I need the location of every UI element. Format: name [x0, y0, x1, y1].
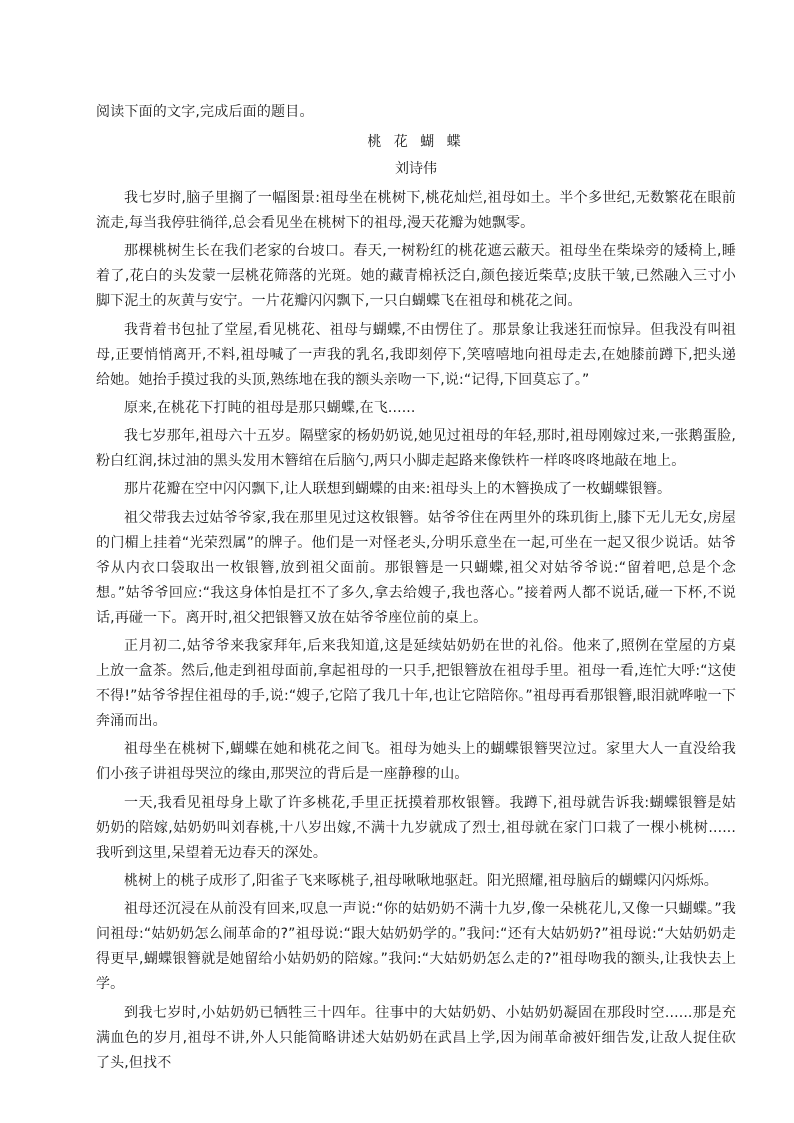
paragraph: 祖母还沉浸在从前没有回来,叹息一声说:“你的姑奶奶不满十九岁,像一朵桃花儿,又像一只蝴蝶。”我问祖母:“姑奶奶怎么闹革命的?”祖母说:“跟大姑奶奶学的。”我问:“还有大姑奶奶?”祖母说:“大姑奶奶走得更早,蝴蝶银簪就是她留给小姑奶奶的陪嫁。”我问:“大姑奶奶怎么走的?”祖母吻我的额头,让我快去上学。 [96, 901, 736, 993]
paragraph: 到我七岁时,小姑奶奶已牺牲三十四年。往事中的大姑奶奶、小姑奶奶凝固在那段时空......那是充满血色的岁月,祖母不讲,外人只能简略讲述大姑奶奶在武昌上学,因为闹革命被奸细告发,让敌人捉住砍了头,但找不 [96, 1004, 736, 1071]
paragraph: 一天,我看见祖母身上歇了许多桃花,手里正抚摸着那枚银簪。我蹲下,祖母就告诉我:蝴蝶银簪是姑奶奶的陪嫁,姑奶奶叫刘春桃,十八岁出嫁,不满十九岁就成了烈士,祖母就在家门口栽了一棵小桃树......我听到这里,呆望着无边春天的深处。 [96, 794, 736, 861]
article-title: 桃 花 蝴 蝶 [367, 134, 465, 150]
article-author: 刘诗伟 [395, 161, 437, 177]
paragraph: 我七岁那年,祖母六十五岁。隔壁家的杨奶奶说,她见过祖母的年轻,那时,祖母刚嫁过来,一张鹅蛋脸,粉白红润,抹过油的黑头发用木簪绾在后脑勺,两只小脚走起路来像铁杵一样咚咚咚地敲在地上。 [96, 428, 736, 470]
paragraph: 正月初二,姑爷爷来我家拜年,后来我知道,这是延续姑奶奶在世的礼俗。他来了,照例在堂屋的方桌上放一盒茶。然后,他走到祖母面前,拿起祖母的一只手,把银簪放在祖母手里。祖母一看,连忙大呼:“这使不得!”姑爷爷捏住祖母的手,说:“嫂子,它陪了我几十年,也让它陪陪你。”祖母再看那银簪,眼泪就哗啦一下奔涌而出。 [96, 638, 736, 730]
instruction-text: 阅读下面的文字,完成后面的题目。 [96, 104, 314, 120]
paragraph: 我背着书包扯了堂屋,看见桃花、祖母与蝴蝶,不由愣住了。那景象让我迷狂而惊异。但我没有叫祖母,正要悄悄离开,不料,祖母喊了一声我的乳名,我即刻停下,笑嘻嘻地向祖母走去,在她膝前蹲下,把头递给她。她抬手摸过我的头顶,熟练地在我的额头亲吻一下,说:“记得,下回莫忘了。” [96, 321, 736, 388]
paragraph: 那棵桃树生长在我们老家的台坡口。春天,一树粉红的桃花遮云蔽天。祖母坐在柴垛旁的矮椅上,睡着了,花白的头发蒙一层桃花筛落的光斑。她的藏青棉袄泛白,颜色接近柴草;皮肤干皱,已然融入三寸小脚下泥土的灰黄与安宁。一片花瓣闪闪飘下,一只白蝴蝶飞在祖母和桃花之间。 [96, 243, 736, 310]
article-body [96, 186, 736, 1076]
paragraph: 祖父带我去过姑爷爷家,我在那里见过这枚银簪。姑爷爷住在两里外的珠玑街上,膝下无儿无女,房屋的门楣上挂着“光荣烈属”的牌子。他们是一对怪老头,分明乐意坐在一起,可坐在一起又很少说话。姑爷爷从内衣口袋取出一枚银簪,放到祖父面前。那银簪是一只蝴蝶,祖父对姑爷爷说:“留着吧,总是个念想。”姑爷爷回应:“我这身体怕是扛不了多久,拿去给嫂子,我也落心。”接着两人都不说话,碰一下杯,不说话,再碰一下。离开时,祖父把银簪又放在姑爷爷座位前的桌上。 [96, 509, 736, 626]
paragraph: 原来,在桃花下打盹的祖母是那只蝴蝶,在飞...... [124, 399, 416, 416]
paragraph: 桃树上的桃子成形了,阳雀子飞来啄桃子,祖母啾啾地驱赶。阳光照耀,祖母脑后的蝴蝶闪闪烁烁。 [124, 872, 718, 889]
paragraph: 那片花瓣在空中闪闪飘下,让人联想到蝴蝶的由来:祖母头上的木簪换成了一枚蝴蝶银簪。 [124, 481, 672, 498]
paragraph: 祖母坐在桃树下,蝴蝶在她和桃花之间飞。祖母为她头上的蝴蝶银簪哭泣过。家里大人一直没给我们小孩子讲祖母哭泣的缘由,那哭泣的背后是一座静穆的山。 [96, 741, 736, 783]
paragraph: 我七岁时,脑子里搁了一幅图景:祖母坐在桃树下,桃花灿烂,祖母如土。半个多世纪,无数繁花在眼前流走,每当我停驻徜徉,总会看见坐在桃树下的祖母,漫天花瓣为她飘零。 [96, 190, 736, 231]
